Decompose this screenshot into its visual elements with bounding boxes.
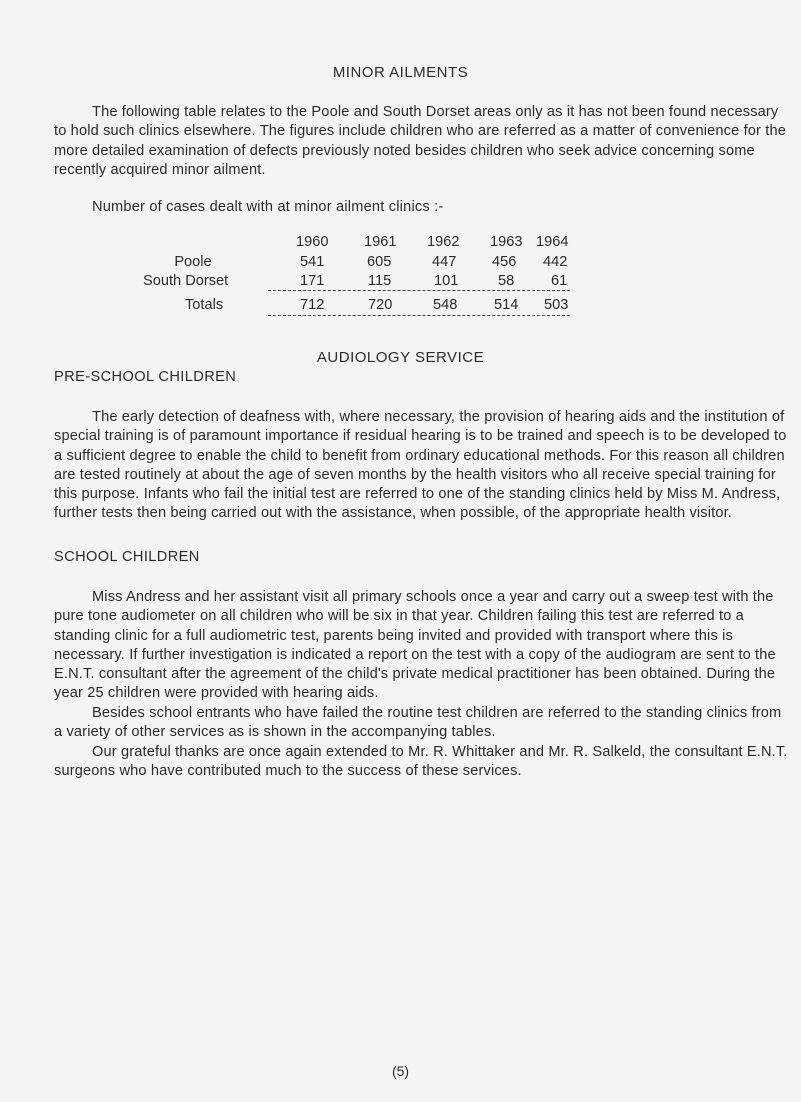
section-title: AUDIOLOGY SERVICE	[316, 349, 485, 366]
table-cell: 712	[300, 297, 325, 313]
row-label-south-dorset: South Dorset	[143, 273, 229, 289]
table-cell: 101	[434, 273, 459, 289]
dashed-rule	[268, 315, 570, 316]
year-header: 1963	[490, 234, 523, 250]
school-paragraph-1: Miss Andress and her assistant visit all primary schools once a year and carry out a sweep test with the pure tone audiometer on all children who will be six in that year. Children failing this test are referred to a standing clinic for a full audiometric test, parents being invited and provided with transport where this is necessary. If further investigation is indicated a report on the test with a copy of the audiogram are sent to the E.N.T. consultant after the agreement of the child's private medical practitioner has been obtained. During the year 25 children were provided with hearing aids.	[54, 589, 776, 702]
dashed-rule	[268, 290, 570, 291]
table-cell: 503	[544, 297, 569, 313]
school-paragraph-2: Besides school entrants who have failed the routine test children are referred to the standing clinics from a variety of other services as is shown in the accompanying tables.	[54, 705, 782, 741]
table-cell: 442	[543, 254, 568, 270]
intro-paragraph: The following table relates to the Poole and South Dorset areas only as it has not been found necessary to hold such clinics elsewhere. The figures include children who are referred as a matter of convenience for the more detailed examination of defects previously noted besides children who seek advice concerning some recently acquired minor ailment.	[54, 104, 787, 178]
table-cell: 514	[494, 297, 519, 313]
preschool-paragraph: The early detection of deafness with, where necessary, the provision of hearing aids and the institution of special training is of paramount importance if residual hearing is to be trained and speech is to be developed to a sufficient degree to enable the child to benefit from ordinary educational methods. For this reason all children are tested routinely at about the age of seven months by the health visitors who all receive special training for this purpose. Infants who fail the initial test are referred to one of the standing clinics held by Miss M. Andress, further tests then being carried out with the assistance, when possible, of the appropriate health visitor.	[54, 409, 787, 522]
school-paragraph-3: Our grateful thanks are once again extended to Mr. R. Whittaker and Mr. R. Salkeld, the consultant E.N.T. surgeons who have contributed much to the success of these services.	[54, 744, 788, 780]
year-header: 1964	[536, 234, 569, 250]
table-cell: 115	[368, 273, 392, 289]
table-cell: 171	[300, 273, 325, 289]
table-cell: 61	[551, 273, 568, 289]
table-cell: 58	[498, 273, 515, 289]
school-heading: SCHOOL CHILDREN	[54, 549, 200, 565]
year-header: 1962	[427, 234, 460, 250]
page-number: (5)	[391, 1063, 410, 1079]
preschool-heading: PRE-SCHOOL CHILDREN	[54, 369, 237, 385]
page-title: MINOR AILMENTS	[332, 64, 469, 81]
table-cell: 456	[492, 254, 517, 270]
table-cell: 720	[368, 297, 393, 313]
table-cell: 548	[433, 297, 458, 313]
year-header: 1960	[296, 234, 329, 250]
table-cell: 447	[432, 254, 457, 270]
table-cell: 605	[367, 254, 392, 270]
row-label-poole: Poole	[174, 254, 212, 270]
row-label-totals: Totals	[185, 297, 224, 313]
table-caption: Number of cases dealt with at minor ailment clinics :-	[92, 199, 444, 215]
year-header: 1961	[364, 234, 397, 250]
table-cell: 541	[300, 254, 325, 270]
